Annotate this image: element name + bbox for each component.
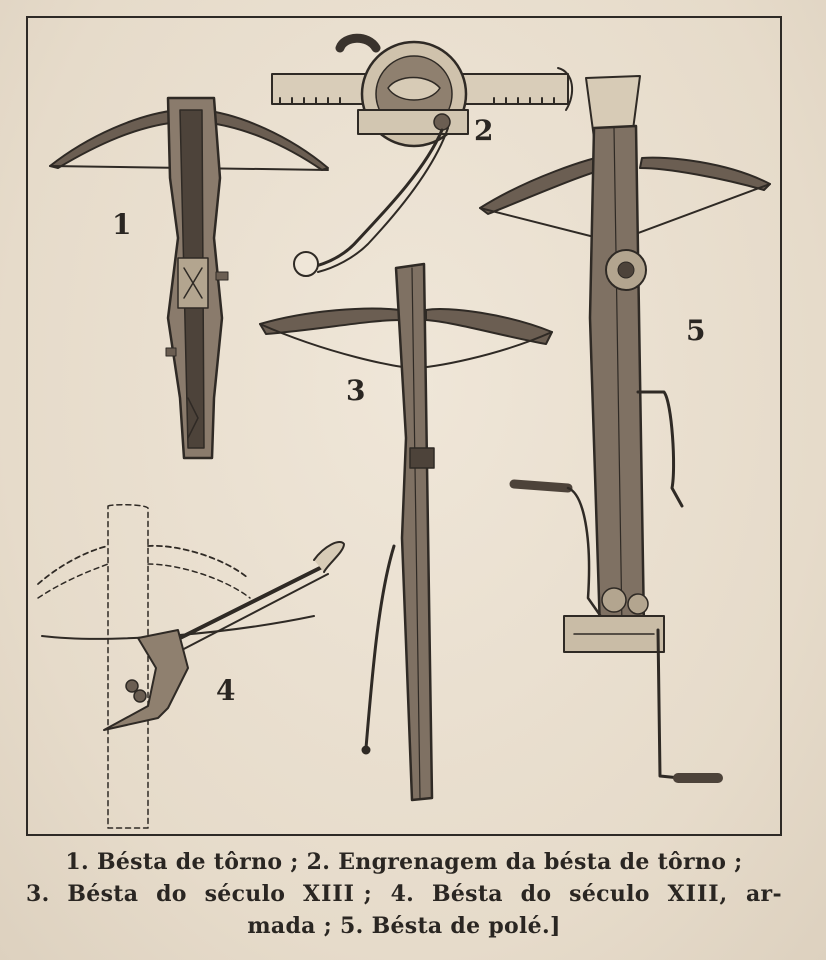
illustration-plate: [26, 16, 782, 836]
figure-label-2: 2: [474, 114, 494, 147]
crossbow-illustrations: [28, 18, 780, 834]
crossbow-1-drawing: [50, 98, 328, 458]
caption-line-3: mada ; 5. Bésta de polé.]: [247, 913, 561, 939]
caption-line-1: 1. Bésta de tôrno ; 2. Engrenagem da bésta de tôrno ;: [65, 849, 743, 875]
crossbow-3-drawing: [260, 264, 552, 800]
crossbow-5-drawing: [480, 76, 770, 778]
caption-word: ar-: [746, 881, 782, 907]
caption-word: 3.: [26, 881, 50, 907]
caption-word: XIII,: [667, 881, 729, 907]
caption-line-2: [26, 878, 782, 910]
crossbow-4-drawing: [38, 505, 344, 828]
caption-word: 4.: [390, 881, 415, 907]
caption-word: Bésta: [67, 881, 139, 907]
figure-label-3: 3: [346, 374, 366, 407]
figure-label-4: 4: [216, 674, 236, 707]
caption-word: século: [204, 881, 286, 907]
caption-word: XIII ;: [303, 881, 373, 907]
gear-mechanism-2-drawing: [272, 38, 572, 276]
figure-label-5: 5: [686, 314, 706, 347]
figure-label-1: 1: [112, 208, 132, 241]
caption-word: Bésta: [431, 881, 503, 907]
caption-word: do: [520, 881, 552, 907]
caption-word: do: [156, 881, 187, 907]
figure-caption: [26, 846, 782, 942]
caption-word: século: [569, 881, 650, 907]
